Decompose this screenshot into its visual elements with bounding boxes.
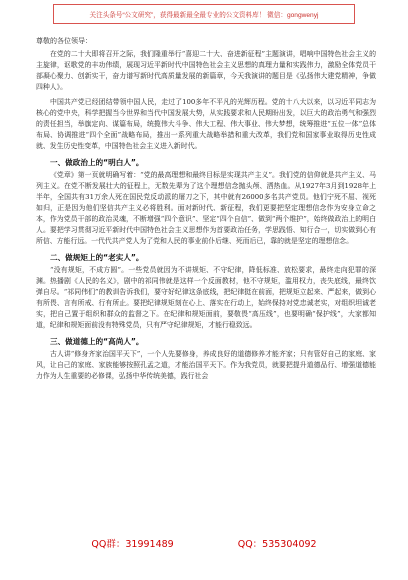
section-1-heading: 一、做政治上的“明白人”。 [50,158,144,167]
section-2-heading: 二、做规矩上的“老实人”。 [50,253,144,262]
background-paragraph: 中国共产党已经团结带领中国人民，走过了100多年不平凡的光辉历程。党的十八大以来，以习近平同志为核心的党中央，科学把握当今世界和当代中国发展大势，从实践要求和人民期盼出发，以巨大的政治勇气和强烈的责任担当，举旗定向、谋篇布局，统揽伟大斗争、伟大工程、伟大事业、伟大梦想，统筹推进“五位一体”总体布局、协调推进“四个全面”战略布局，推出一系列重大战略举措和重大改革，我们党和国家事业取得历史性成就、发生历史性变革，中国特色社会主义进入新时代。 [36,98,376,150]
section-3-heading: 三、做道德上的“高尚人”。 [50,337,144,346]
contact-footer [0,536,408,550]
greeting: 尊敬的各位领导： [36,37,92,45]
intro-paragraph: 在党的二十大即将召开之际，我们隆重举行“喜迎二十大、奋进新征程”主题演讲，唱响中国特色社会主义的主旋律，讴歌党的丰功伟绩，展现习近平新时代中国特色社会主义思想的真理力量和实践伟力，激励全体党员干部凝心聚力、创新实干，奋力谱写新时代高质量发展的新篇章，今天我演讲的题目是《弘扬伟大建党精神，争做四种人》。 [36,50,376,91]
qq-group-text: QQ群：31991489 [91,539,174,550]
qq-number-text: QQ：535304092 [237,539,317,550]
section-3-paragraph: 古人讲“修身齐家治国平天下”，一个人先要修身，养成良好的道德修养才能齐家；只有管好自己的家庭、家风，让自己的家庭、家族能够按照孔孟之道，才能治国平天下。作为我党员，就要把提升道德品行、增强道德能力作为人生重要的必修课，弘扬中华传统美德，践行社会 [36,350,376,380]
section-2-paragraph: “没有规矩，不成方圆”。一些党员就因为不讲规矩、不守纪律，降低标准、放松要求，最终走向犯罪的深渊。热播剧《人民的名义》，剧中的祁同伟就是这样一个反面教材，他不守规矩，滥用权力，丧失底线，最终饮弹自尽。“祁同伟们”的教训告诉我们，要守好纪律这条底线，把纪律挺在前面，把规矩立起来、严起来，做到心有所畏、言有所戒、行有所止。要把纪律规矩刻在心上、落实在行动上，始终保持对党忠诚老实，对组织坦诚老实，把自己置于组织和群众的监督之下。在纪律和规矩面前，要敬畏“高压线”，也要明确“保护线”，大家都知道，纪律和规矩面前没有特殊党员，只有严守纪律规矩，才能行稳致远。 [36,266,376,329]
document-body [36,36,376,386]
section-1-paragraph: 《党章》第一页就明确写着：“党的最高理想和最终目标是实现共产主义”。我们党的信仰就是共产主义、马列主义。在党不断发展壮大的征程上，无数先辈为了这个理想信念抛头颅、洒热血。从1927年3月到1928年上半年，全国共有31万余人死在国民党反动派的屠刀之下，其中就有26000多名共产党员。他们宁死不屈、视死如归，正是因为他们坚信共产主义必将胜利。面对新时代、新征程，我们更要把坚定理想信念作为安身立命之本，作为党员干部的政治灵魂，不断增强“四个意识”、坚定“四个自信”、做到“两个维护”，始终做政治上的明白人。要把学习贯彻习近平新时代中国特色社会主义思想作为首要政治任务，学思践悟、知行合一，切实做到心有所信、方能行远。一代代共产党人为了党和人民的事业前仆后继、死而后已，靠的就是坚定的理想信念。 [36,171,376,245]
promo-banner [53,4,355,24]
promo-banner-text: 关注头条号“公文研究”，获得最新最全最专业的公文资料库！ 微信：gongwenyj [89,12,319,19]
